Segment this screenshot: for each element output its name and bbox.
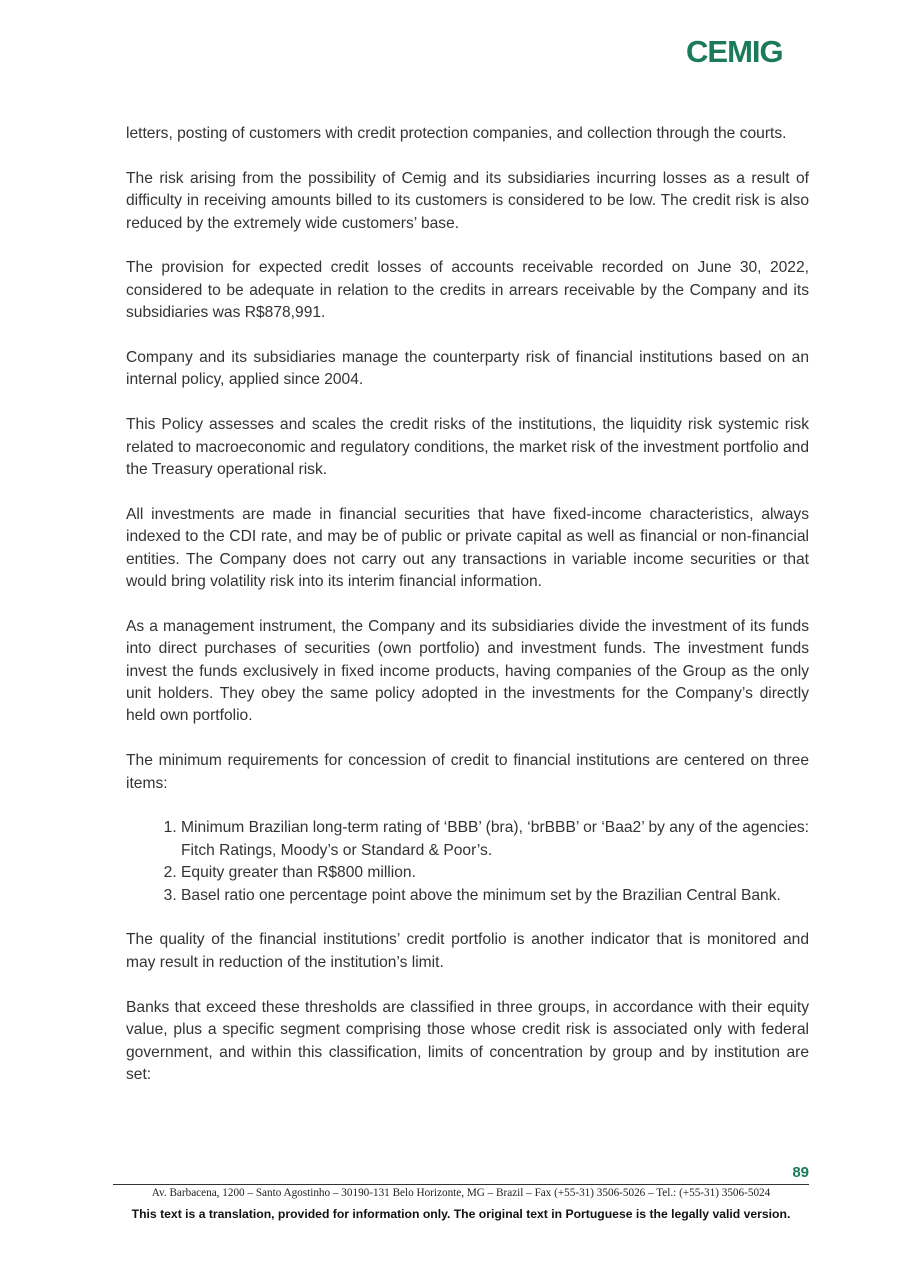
paragraph: As a management instrument, the Company and its subsidiaries divide the investment of its funds into direct purchases of securities (own portfolio) and investment funds. The investment funds invest the funds exclusively in fixed income products, having companies of the Group as the only unit holders. They obey the same policy adopted in the investments for the Company’s directly held own portfolio. (126, 617, 809, 725)
paragraph: All investments are made in financial securities that have fixed-income characteristics, always indexed to the CDI rate, and may be of public or private capital as well as financial or non-financial entities. The Company does not carry out any transactions in variable income securities or that would bring volatility risk into its interim financial information. (126, 505, 809, 591)
cemig-logo (686, 34, 806, 68)
document-body (126, 123, 809, 1109)
cemig-logo-mark (686, 34, 806, 68)
list-item: 3. Basel ratio one percentage point above the minimum set by the Brazilian Central Bank. (181, 885, 809, 907)
paragraph: Company and its subsidiaries manage the counterparty risk of financial institutions based on an internal policy, applied since 2004. (126, 349, 809, 389)
footer-address: Av. Barbacena, 1200 – Santo Agostinho – 30190-131 Belo Horizonte, MG – Brazil – Fax (+55-31) 3506-5026 – Tel.: (+55-31) 3506-5024 (151, 1187, 771, 1199)
footer-divider (113, 1184, 809, 1185)
paragraph: The minimum requirements for concession of credit to financial institutions are centered on three items: (126, 752, 809, 792)
paragraph: The quality of the financial institutions’ credit portfolio is another indicator that is monitored and may result in reduction of the institution’s limit. (126, 931, 809, 971)
list-item: 1. Minimum Brazilian long-term rating of ‘BBB’ (bra), ‘brBBB’ or ‘Baa2’ by any of the agencies: Fitch Ratings, Moody’s or Standard & Poor’s. (181, 817, 809, 862)
paragraph: letters, posting of customers with credit protection companies, and collection through the courts. (126, 125, 787, 142)
logo-text: CEMIG (686, 34, 783, 68)
footer-disclaimer: This text is a translation, provided for information only. The original text in Portuguese is the legally valid version. (131, 1207, 791, 1221)
page-number: 89 (792, 1164, 809, 1181)
paragraph: The risk arising from the possibility of Cemig and its subsidiaries incurring losses as a result of difficulty in receiving amounts billed to its customers is considered to be low. The credit risk is also reduced by the extremely wide customers’ base. (126, 169, 809, 232)
paragraph: This Policy assesses and scales the credit risks of the institutions, the liquidity risk systemic risk related to macroeconomic and regulatory conditions, the market risk of the investment portfolio and the Treasury operational risk. (126, 416, 809, 479)
requirements-list (126, 817, 809, 907)
paragraph: Banks that exceed these thresholds are classified in three groups, in accordance with their equity value, plus a specific segment comprising those whose credit risk is associated only with federal government, and within this classification, limits of concentration by group and by institution are set: (126, 998, 809, 1083)
paragraph: The provision for expected credit losses of accounts receivable recorded on June 30, 2022, considered to be adequate in relation to the credits in arrears receivable by the Company and its subsidiaries was R$878,991. (126, 259, 809, 322)
list-item: 2. Equity greater than R$800 million. (181, 862, 809, 884)
